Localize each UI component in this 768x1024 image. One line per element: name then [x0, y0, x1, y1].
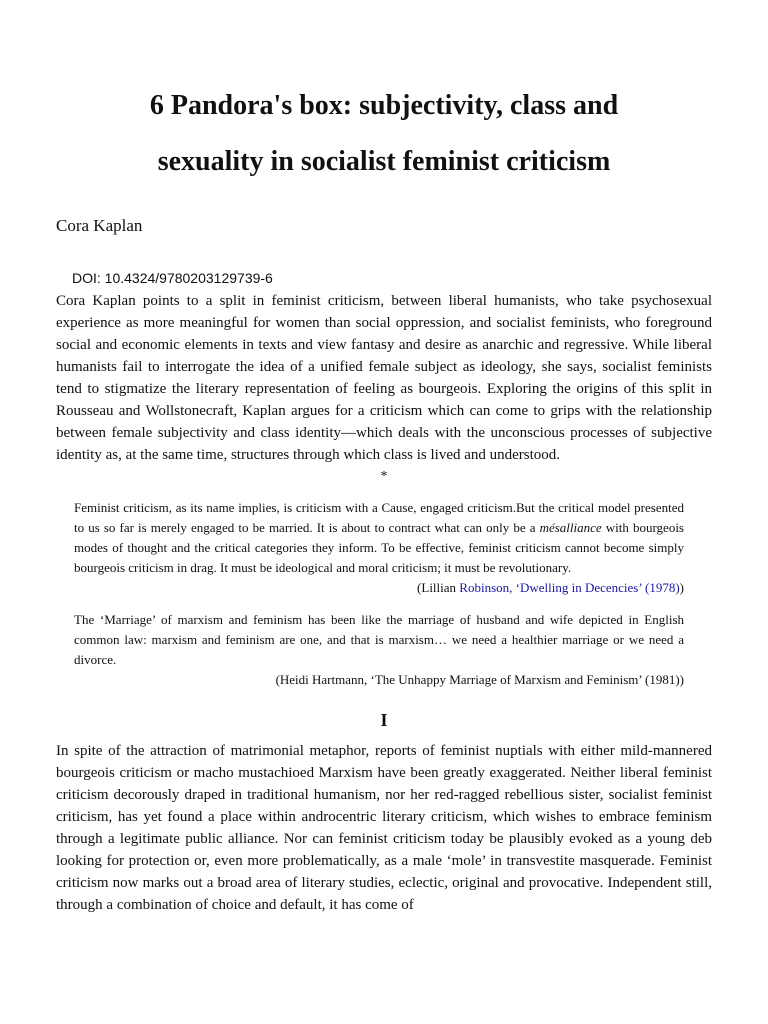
epigraph-hartmann: [74, 610, 684, 690]
epigraph-citation: (Heidi Hartmann, ‘The Unhappy Marriage of Marxism and Feminism’ (1981)): [275, 672, 684, 687]
section-heading: I: [380, 710, 388, 730]
chapter-title: [56, 0, 712, 190]
epigraph-citation: [74, 578, 684, 598]
chapter-title-line-2: sexuality in socialist feminist criticism: [157, 146, 611, 177]
epigraph-text-part: with bourgeois modes of thought and the critical categories they inform. To be effective, feminist criticism cannot become simply bourgeois criticism in drag. It must be ideological and moral criticism; it must be revolutionary.: [74, 520, 684, 575]
doi-text: DOI: 10.4324/9780203129739-6: [72, 270, 273, 286]
epigraph-robinson: [74, 498, 684, 598]
epigraph-text-part: Feminist criticism, as its name implies, is criticism with a Cause, engaged criticism.But the critical model presented to us so far is merely engaged to be married. It is about to contract what can only be a: [74, 500, 684, 535]
epigraph-italic-term: mésalliance: [539, 520, 602, 535]
author-name: Cora Kaplan: [56, 216, 143, 235]
citation-suffix: ): [679, 580, 684, 595]
epigraph-text: [74, 498, 684, 578]
body-paragraph: In spite of the attraction of matrimonial metaphor, reports of feminist nuptials with either mild-mannered bourgeois criticism or macho mustachioed Marxism have been greatly exaggerated. Neither liberal feminist criticism decorously draped in traditional humanism, nor her red-ragged rebellious sister, socialist feminist criticism, has yet found a place within androcentric literary criticism, which wishes to embrace feminism through a legitimate public alliance. Nor can feminist criticism today be plausibly evoked as a young deb looking for protection or, even more problematically, as a male ‘mole’ in transvestite masquerade. Feminist criticism now marks out a broad area of literary studies, eclectic, original and provocative. Independent still, through a combination of choice and default, it has come of: [56, 743, 712, 913]
epigraph-text: The ‘Marriage’ of marxism and feminism has been like the marriage of husband and wife depicted in English common law: marxism and feminism are one, and that is marxism… we need a healthier marriage or we need a divorce.: [74, 612, 684, 667]
chapter-title-line-1: 6 Pandora's box: subjectivity, class and: [149, 90, 619, 121]
abstract-paragraph: Cora Kaplan points to a split in feminist criticism, between liberal humanists, who take psychosexual experience as more meaningful for women than social oppression, and socialist feminists, who foreground social and economic elements in texts and view fantasy and desire as anarchic and regressive. While liberal humanists fail to interrogate the idea of a unified female subject as ideology, she says, socialist feminists tend to stigmatize the literary representation of feeling as bourgeois. Exploring the origins of this split in Rousseau and Wollstonecraft, Kaplan argues for a criticism which can come to grips with the relationship between female subjectivity and class identity—which deals with the unconscious processes of subjective identity as, at the same time, structures through which class is lived and understood.: [56, 293, 712, 463]
section-separator: *: [380, 469, 388, 484]
citation-prefix: (Lillian: [417, 580, 460, 595]
citation-link[interactable]: Robinson, ‘Dwelling in Decencies’ (1978): [459, 580, 680, 595]
